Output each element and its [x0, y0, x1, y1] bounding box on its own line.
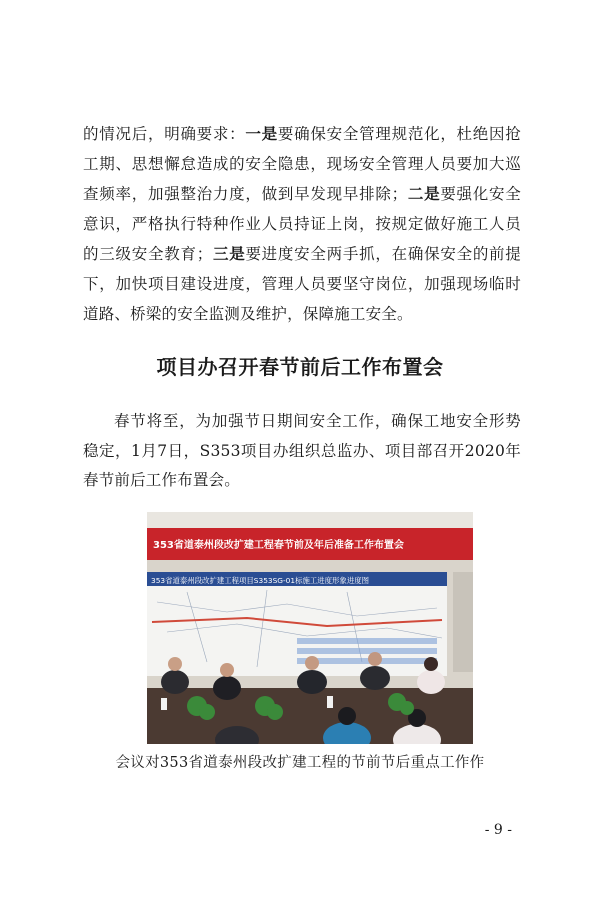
board-title: 353省道泰州段改扩建工程项目S353SG-01标施工进度形象进度图 — [151, 576, 369, 585]
section-heading: 项目办召开春节前后工作布置会 — [156, 355, 444, 379]
text-run: 的情况后，明确要求： — [83, 125, 246, 143]
text-run: 要强化安全意识，严格执行特种作业人员持证上岗，按规定做好施工人员的三级安全教育； — [83, 185, 521, 264]
bold-marker-third: 三是 — [212, 244, 246, 264]
banner-text: 353省道泰州段改扩建工程春节前及年后准备工作布置会 — [153, 540, 404, 551]
bold-marker-first: 一是 — [245, 124, 278, 143]
body-paragraph-meeting: 春节将至，为加强节日期间安全工作，确保工地安全形势稳定，1月7日，S353项目办组织总监办、项目部召开2020年春节前后工作布置会。 — [83, 412, 521, 490]
page-number: - 9 - — [484, 822, 512, 838]
text-run: 要确保安全管理规范化，杜绝因抢工期、思想懈怠造成的安全隐患，现场安全管理人员要加大巡查频率，加强整治力度，做到早发现早排除； — [83, 125, 521, 204]
body-paragraph-requirements — [83, 119, 521, 329]
text-run: 要进度安全两手抓，在确保安全的前提下，加快项目建设进度，管理人员要坚守岗位，加强现场临时道路、桥梁的安全监测及维护，保障施工安全。 — [83, 245, 522, 323]
meeting-photo — [147, 512, 473, 744]
bold-marker-second: 二是 — [407, 184, 441, 204]
photo-caption: 会议对353省道泰州段改扩建工程的节前节后重点工作作 — [115, 755, 485, 771]
